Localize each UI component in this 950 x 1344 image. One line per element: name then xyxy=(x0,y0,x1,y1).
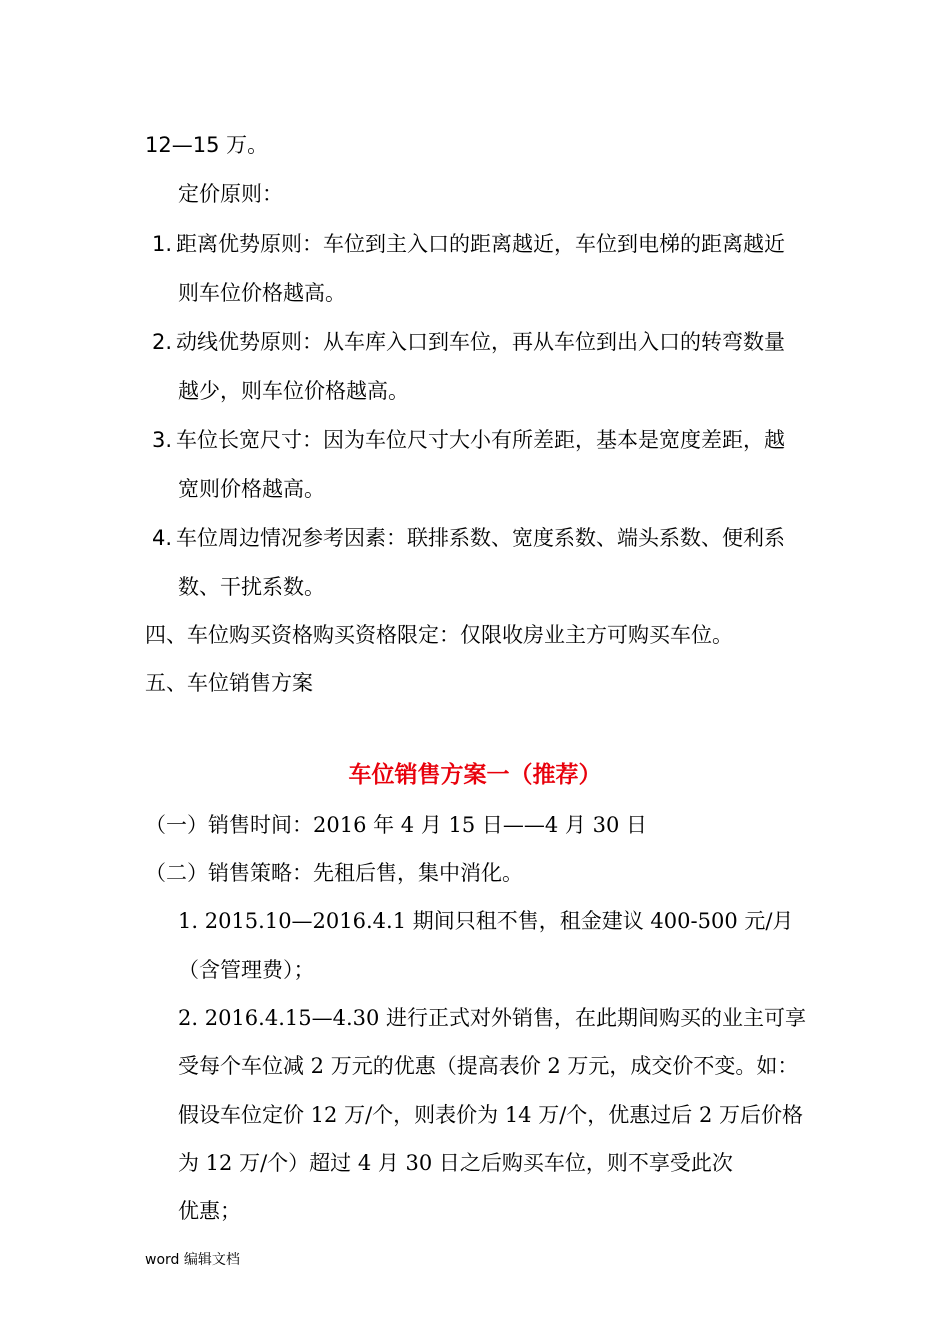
footer-text: word 编辑文档 xyxy=(145,1252,240,1268)
section-four-text: 四、车位购买资格购买资格限定：仅限收房业主方可购买车位。 xyxy=(145,623,733,647)
principle-4-line2: 数、干扰系数。 xyxy=(178,575,325,599)
principle-3-line2: 宽则价格越高。 xyxy=(178,477,325,501)
principle-2-line1 xyxy=(152,328,785,356)
pricing-principles-heading: 定价原则： xyxy=(178,182,283,206)
principle-1-number: 1. xyxy=(152,232,173,256)
strategy-item-1-line2: （含管理费）； xyxy=(178,958,315,982)
principle-1-line1 xyxy=(152,230,785,258)
principle-1-line2: 则车位价格越高。 xyxy=(178,281,346,305)
principle-3-line1 xyxy=(152,426,785,454)
strategy-item-2-line3: 假设车位定价 12 万/个，则表价为 14 万/个，优惠过后 2 万后价格 xyxy=(178,1103,804,1127)
sale-strategy-text: （二）销售策略：先租后售，集中消化。 xyxy=(145,861,523,885)
principle-1-text: 距离优势原则：车位到主入口的距离越近，车位到电梯的距离越近 xyxy=(176,232,785,256)
price-range-text: 12—15 万。 xyxy=(145,133,269,157)
strategy-item-2-line2: 受每个车位减 2 万元的优惠（提高表价 2 万元，成交价不变。如： xyxy=(178,1054,799,1078)
strategy-item-1-line1: 1. 2015.10—2016.4.1 期间只租不售，租金建议 400-500 元/月 xyxy=(178,909,794,933)
principle-2-text: 动线优势原则：从车库入口到车位，再从车位到出入口的转弯数量 xyxy=(176,330,785,354)
strategy-item-2-line5: 优惠； xyxy=(178,1199,241,1223)
section-five-heading: 五、车位销售方案 xyxy=(145,671,313,695)
principle-4-text: 车位周边情况参考因素：联排系数、宽度系数、端头系数、便利系 xyxy=(176,526,785,550)
principle-4-number: 4. xyxy=(152,526,173,550)
sale-time-text: （一）销售时间：2016 年 4 月 15 日——4 月 30 日 xyxy=(145,813,648,837)
principle-2-number: 2. xyxy=(152,330,173,354)
strategy-item-2-line1: 2. 2016.4.15—4.30 进行正式对外销售，在此期间购买的业主可享 xyxy=(178,1006,807,1030)
principle-2-line2: 越少，则车位价格越高。 xyxy=(178,379,409,403)
principle-3-number: 3. xyxy=(152,428,173,452)
principle-3-text: 车位长宽尺寸：因为车位尺寸大小有所差距，基本是宽度差距，越 xyxy=(176,428,785,452)
strategy-item-2-line4: 为 12 万/个）超过 4 月 30 日之后购买车位，则不享受此次 xyxy=(178,1151,733,1175)
principle-4-line1 xyxy=(152,524,785,552)
plan-title: 车位销售方案一（推荐） xyxy=(348,762,602,788)
